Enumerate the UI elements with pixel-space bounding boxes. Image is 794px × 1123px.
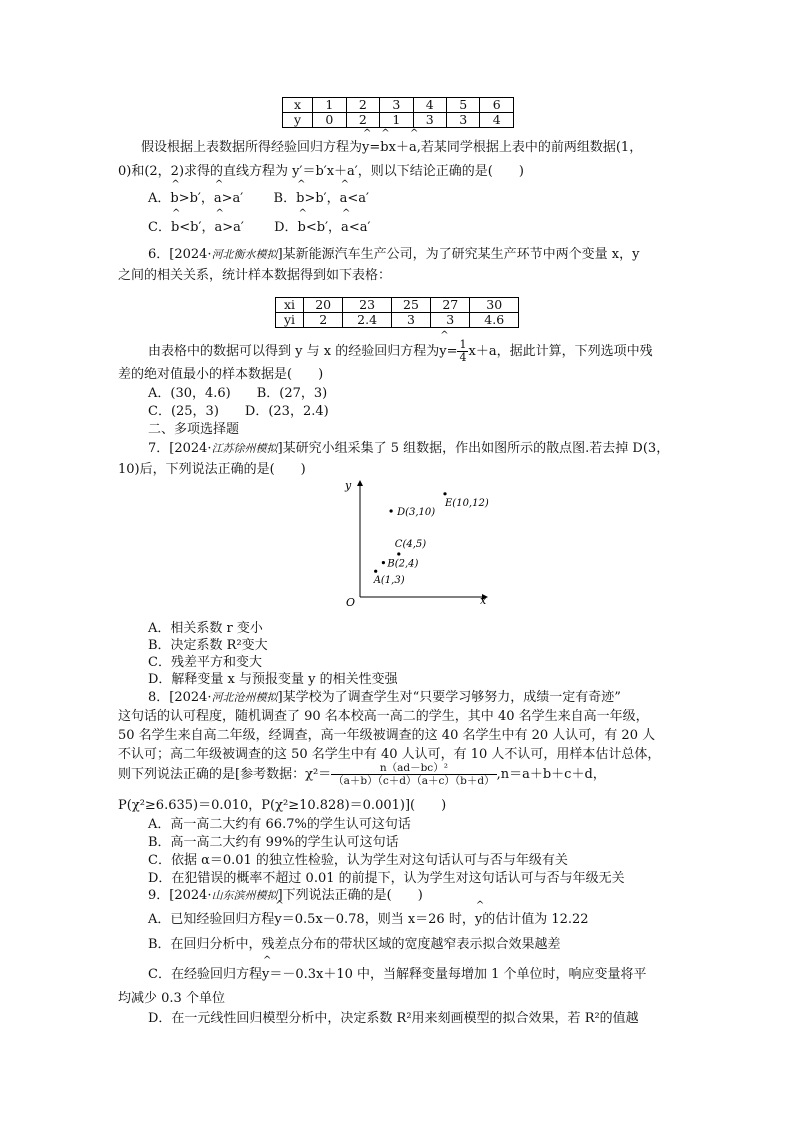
table-cell: x (283, 98, 313, 113)
q6-options-row2: C．(25，3) D．(23，2.4) (148, 404, 329, 419)
question-number: 7．[2024· (148, 441, 212, 456)
chi-square-formula (331, 762, 496, 787)
scatter-points (373, 492, 489, 586)
scatter-point (443, 492, 446, 495)
option-label: A． (148, 191, 171, 206)
y-axis-label: y (345, 479, 352, 492)
a-hat: ^ a (409, 139, 417, 157)
b-hat: ^ b (380, 139, 388, 157)
question-number: 6．[2024· (148, 247, 212, 262)
q8-text: 则下列说法正确的是[参考数据：χ²＝ (118, 767, 332, 782)
fraction (457, 339, 468, 364)
q9-option-d: D．在一元线性回归模型分析中，决定系数 R²用来刻画模型的拟合效果，若 R²的值越 (148, 1011, 639, 1026)
q9-option-c-line1 (148, 966, 647, 984)
scatter-point (382, 561, 385, 564)
option-text: A．已知经验回归方程 (148, 912, 275, 927)
q6-stem-line1 (148, 246, 639, 264)
q6-stem-text: ]某新能源汽车生产公司，为了研究某生产环节中两个变量 x，y (277, 247, 640, 262)
y-hat: ^ y (262, 966, 269, 984)
option-label: D． (274, 220, 298, 235)
q5-options-row1 (148, 190, 369, 208)
q9-option-c-line2: 均减少 0.3 个单位 (118, 991, 225, 1006)
option-text: >b′， (304, 191, 340, 206)
table-cell: 3 (380, 98, 413, 113)
q8-stem-line3: 50 名学生来自高二年级，经调查，高一年级被调查的这 40 名学生中有 20 人认可，有 20 人 (118, 728, 656, 743)
a-hat: ^ a (214, 190, 222, 208)
table-cell: 2 (346, 113, 379, 128)
q6-text: 由表格中的数据可以得到 y 与 x 的经验回归方程为 (148, 344, 440, 359)
q5-data-table (282, 97, 514, 128)
q7-option-c: C．残差平方和变大 (148, 655, 262, 670)
table-cell: 0 (313, 113, 346, 128)
table-cell: 27 (431, 298, 470, 313)
option-text: C．在经验回归方程 (148, 967, 262, 982)
q9-stem (148, 887, 423, 905)
a-hat: ^ a (341, 219, 349, 237)
q6-data-table (275, 297, 519, 328)
fraction-numerator: 1 (459, 338, 467, 351)
y-hat: ^ y (362, 139, 369, 157)
table-cell: 2 (346, 98, 379, 113)
q6-text-line3: 差的绝对值最小的样本数据是( ) (118, 367, 324, 382)
option-text: <a′ (347, 191, 369, 206)
table-cell: 3 (391, 313, 430, 328)
option-text: ＝0.5x－0.78，则当 x＝26 时， (281, 912, 475, 927)
q7-stem-line1 (148, 440, 669, 458)
q8-formula-line (118, 762, 606, 788)
point-label: E(10,12) (445, 497, 489, 509)
q5-stem-text: 假设根据上表数据所得经验回归方程为 (141, 140, 363, 155)
question-source: 河北衡水模拟 (211, 248, 278, 261)
scatter-point (374, 570, 377, 573)
table-cell: 5 (447, 98, 480, 113)
q8-option-c: C．依据 α＝0.01 的独立性检验，认为学生对这句话认可与否与年级有关 (148, 853, 568, 868)
q7-option-b: B．决定系数 R²变大 (148, 638, 268, 653)
table-cell: 2.4 (343, 313, 392, 328)
q6-equation-line (148, 339, 653, 364)
q5-stem-line2: 0)和(2，2)求得的直线方程为 y′＝b′x＋a′，则以下结论正确的是( ) (118, 164, 524, 179)
q6-options-row1: A．(30，4.6) B．(27，3) (148, 386, 328, 401)
formula-numerator: n（ad－bc）² (331, 762, 496, 775)
point-label: A(1,3) (373, 575, 405, 587)
table-cell: 6 (480, 98, 514, 113)
option-text: >a′ (221, 191, 244, 206)
option-label: B． (273, 191, 297, 206)
q8-stem-line2: 这句话的认可程度，随机调查了 90 名本校高一高二的学生，其中 40 名学生来自高一年级， (118, 709, 649, 724)
origin-label: O (346, 596, 356, 609)
q8-stem-line4: 不认可；高二年级被调查的这 50 名学生中有 40 人认可，有 10 人不认可，用样本估计总体， (118, 747, 661, 762)
a-hat: ^ a (340, 190, 348, 208)
table-cell: 25 (391, 298, 430, 313)
table-cell: yi (276, 313, 304, 328)
q8-option-d: D．在犯错误的概率不超过 0.01 的前提下，认为学生对这句话认可与否与年级无关 (148, 871, 625, 886)
y-hat: ^ y (439, 341, 446, 363)
q9-option-a (148, 911, 589, 929)
scatter-point (397, 552, 400, 555)
table-cell: y (283, 113, 313, 128)
option-label: C． (148, 220, 171, 235)
table-cell: 1 (380, 113, 413, 128)
table-cell: 3 (431, 313, 470, 328)
q7-option-a: A．相关系数 r 变小 (148, 621, 263, 636)
q5-options-row2 (148, 219, 370, 237)
b-hat: ^ b (170, 190, 178, 208)
table-cell: 2 (304, 313, 343, 328)
q6-stem-line2: 之间的相关关系，统计样本数据得到如下表格： (118, 268, 392, 283)
q8-text: ,n＝a＋b＋c＋d， (496, 767, 606, 782)
question-source: 河北沧州模拟 (211, 691, 278, 704)
table-cell: 23 (343, 298, 392, 313)
q5-stem-line1 (141, 139, 642, 157)
section-heading: 二、多项选择题 (148, 422, 240, 437)
q7-stem-line2: 10)后，下列说法正确的是( ) (118, 462, 306, 477)
b-hat: ^ b (296, 190, 304, 208)
table-cell: 1 (313, 98, 346, 113)
q9-option-b: B．在回归分析中，残差点分布的带状区域的宽度越窄表示拟合效果越差 (148, 937, 561, 952)
formula-denominator: （a＋b）（c＋d）（a＋c）（b＋d） (333, 775, 495, 787)
a-hat: ^ a (214, 219, 222, 237)
table-row (276, 298, 519, 313)
table-row (276, 313, 519, 328)
table-row (283, 98, 514, 113)
option-text: <b′， (179, 220, 215, 235)
scatter-point (390, 509, 393, 512)
x-axis-label: x (480, 594, 487, 607)
question-source: 江苏徐州模拟 (211, 442, 278, 455)
option-text: 的估计值为 12.22 (482, 912, 589, 927)
q6-text: x＋a，据此计算，下列选项中残 (468, 344, 653, 359)
q8-stem-line1 (148, 689, 621, 707)
equals-sign: = (446, 344, 458, 359)
option-text: ＝－0.3x＋10 中，当解释变量每增加 1 个单位时，响应变量将平 (269, 967, 647, 982)
q5-stem-text: x＋ (388, 140, 409, 155)
b-hat: ^ b (171, 219, 179, 237)
table-cell: xi (276, 298, 304, 313)
option-text: >b′， (178, 191, 214, 206)
b-hat: ^ b (298, 219, 306, 237)
point-label: C(4,5) (394, 539, 427, 550)
table-cell: 30 (470, 298, 519, 313)
table-cell: 20 (304, 298, 343, 313)
q7-stem-text: ]某研究小组采集了 5 组数据，作出如图所示的散点图.若去掉 D(3， (277, 441, 670, 456)
q8-option-b: B．高一高二大约有 99%的学生认可这句话 (148, 835, 399, 850)
question-number: 9．[2024· (148, 888, 212, 903)
table-cell: 4 (480, 113, 514, 128)
fraction-denominator: 4 (459, 351, 467, 364)
scatter-plot (335, 475, 495, 610)
point-label: D(3,10) (397, 507, 436, 518)
y-hat: ^ y (475, 911, 482, 929)
table-row (283, 113, 514, 128)
table-cell: 3 (447, 113, 480, 128)
q8-stem-text: ]某学校为了调查学生对“只要学习够努力，成绩一定有奇迹” (277, 690, 621, 705)
question-source: 山东滨州模拟 (211, 889, 278, 902)
table-cell: 4.6 (470, 313, 519, 328)
option-text: <b′， (305, 220, 342, 235)
q8-option-a: A．高一高二大约有 66.7%的学生认可这句话 (148, 817, 411, 832)
q9-stem-text: ]下列说法正确的是( ) (277, 888, 423, 903)
option-text: >a′ (222, 220, 244, 235)
q7-option-d: D．解释变量 x 与预报变量 y 的相关性变强 (148, 672, 398, 687)
table-cell: 3 (413, 113, 446, 128)
option-text: <a′ (348, 220, 371, 235)
y-hat: ^ y (274, 911, 281, 929)
q5-stem-text: ,若某同学根据上表中的前两组数据(1， (416, 140, 643, 155)
question-number: 8．[2024· (148, 690, 212, 705)
table-cell: 4 (413, 98, 446, 113)
point-label: B(2,4) (387, 558, 419, 570)
q8-stem-line6: P(χ²≥6.635)＝0.010，P(χ²≥10.828)＝0.001)]( ) (118, 798, 447, 813)
equals-sign: = (369, 140, 381, 155)
